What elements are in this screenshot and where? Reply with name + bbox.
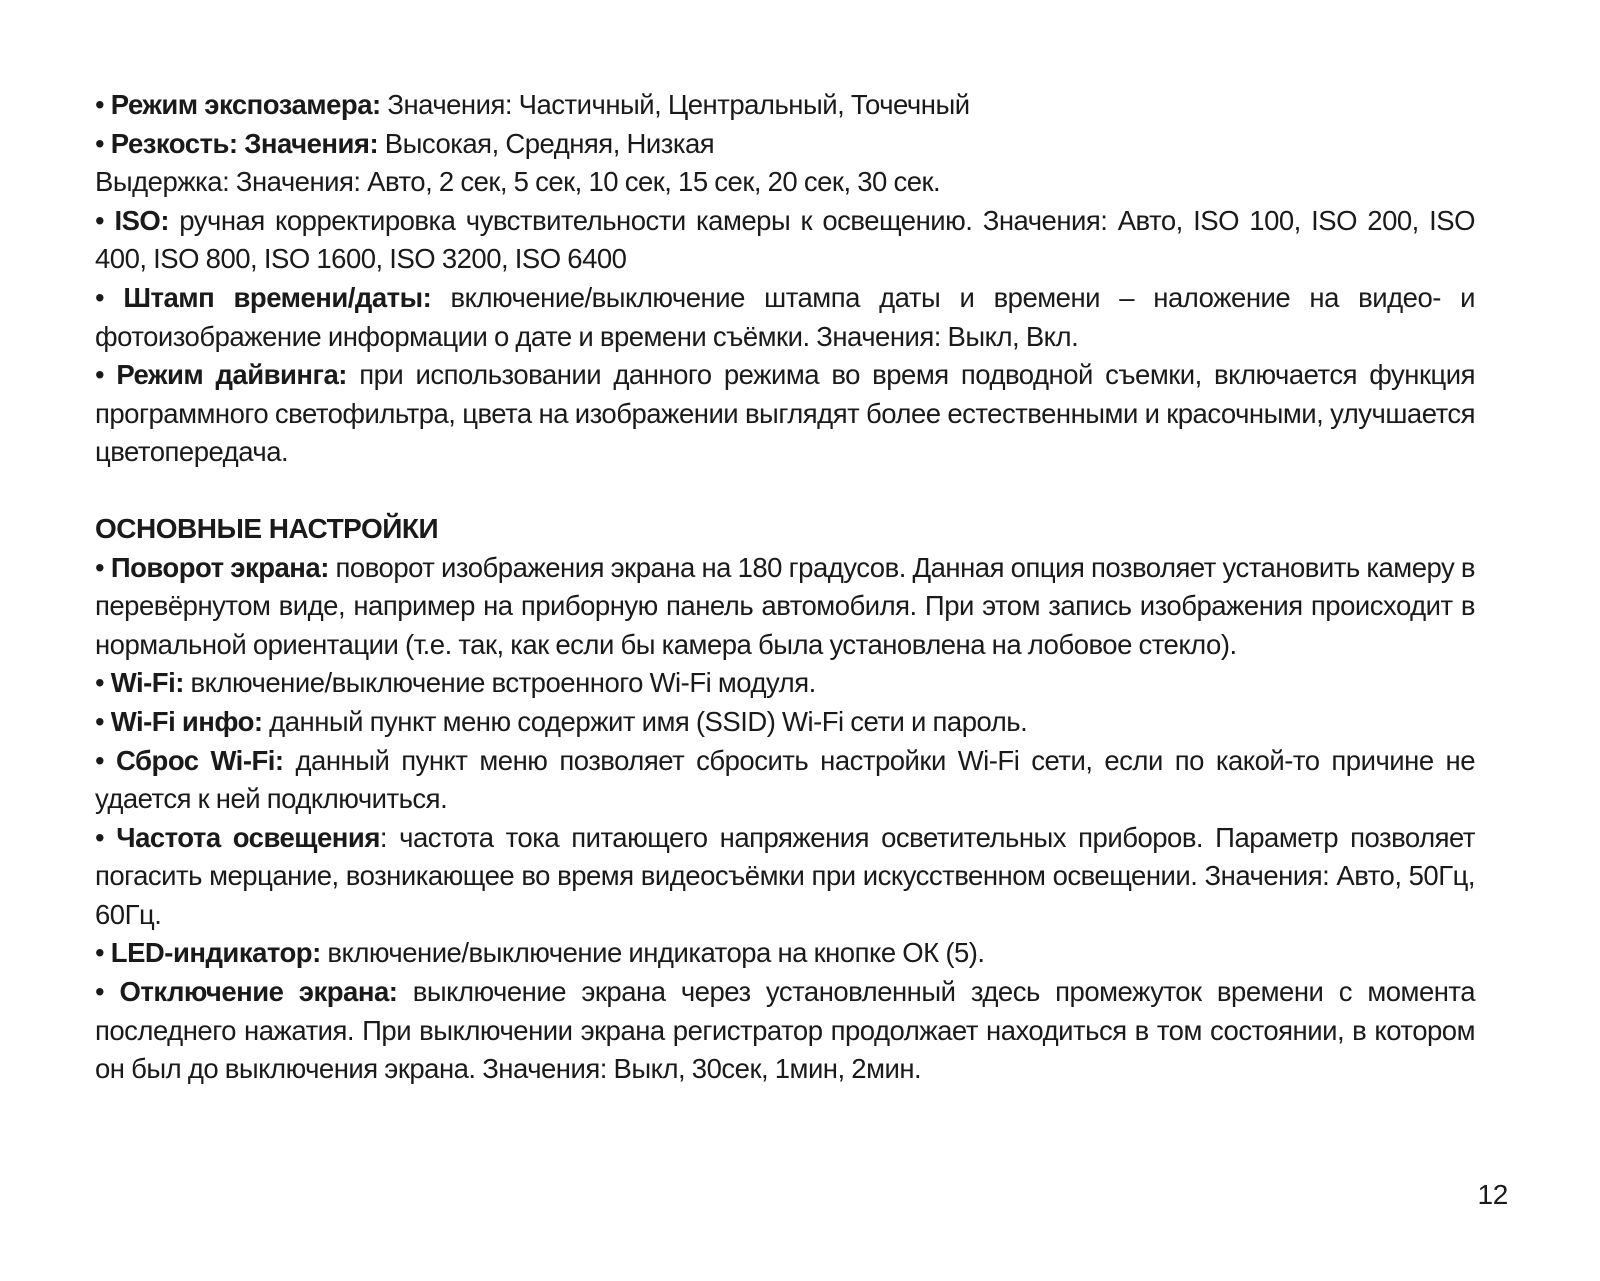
item-shutter-speed <box>95 163 1475 202</box>
item-term: Режим дайвинга: <box>116 359 347 391</box>
bullet: • <box>95 667 105 699</box>
item-term: Wi-Fi инфо: <box>110 705 263 737</box>
item-text: данный пункт меню содержит имя (SSID) Wi-Fi сети и пароль. <box>262 705 1028 737</box>
item-text: ручная корректировка чувствительности камеры к освещению. Значения: Авто, ISO 100, ISO 200, ISO 400, ISO 800, ISO 1600, ISO 3200, ISO 6400 <box>95 204 1475 275</box>
item-text: при использовании данного режима во время подводной съемки, включается функция программного светофильтра, цвета на изображении выглядят более естественными и красочными, улучшается цветопередача. <box>95 359 1475 468</box>
page-number: 12 <box>1477 1179 1508 1210</box>
item-term: Сброс Wi-Fi: <box>116 744 284 776</box>
item-text: поворот изображения экрана на 180 градусов. Данная опция позволяет установить камеру в перевёрнутом виде, например на приборную панель автомобиля. При этом запись изображения происходит в нормальной ориентации (т.е. так, как если бы камера была установлена на лобовое стекло). <box>95 551 1476 660</box>
bullet: • <box>95 127 105 159</box>
item-sharpness <box>95 125 1475 164</box>
bullet: • <box>95 281 105 313</box>
bullet: • <box>95 551 105 583</box>
item-text: Высокая, Средняя, Низкая <box>378 127 715 159</box>
item-term: Частота освещения <box>116 821 380 853</box>
item-text: данный пункт меню позволяет сбросить настройки Wi-Fi сети, если по какой-то причине не удается к ней подключиться. <box>95 744 1475 815</box>
item-screen-off <box>95 973 1475 1089</box>
item-text: выключение экрана через установленный здесь промежуток времени с момента последнего нажатия. При выключении экрана регистратор продолжает находиться в том состоянии, в котором он был до выключения экрана. Значения: Выкл, 30сек, 1мин, 2мин. <box>95 976 1476 1085</box>
bullet: • <box>95 89 105 120</box>
item-led-indicator <box>95 934 1475 973</box>
item-text: Выдержка: Значения: Авто, 2 сек, 5 сек, 10 сек, 15 сек, 20 сек, 30 сек. <box>95 166 941 198</box>
bullet: • <box>95 821 105 853</box>
bullet: • <box>95 976 105 1008</box>
bullet: • <box>95 744 105 776</box>
item-term: Резкость: Значения: <box>110 127 379 159</box>
bullet: • <box>95 937 105 969</box>
item-wifi-reset <box>95 742 1475 819</box>
item-wifi-info <box>95 703 1475 742</box>
item-term: LED-индикатор: <box>110 937 321 969</box>
item-diving-mode <box>95 356 1475 472</box>
item-term: Штамп времени/даты: <box>123 281 432 313</box>
item-text: Значения: Частичный, Центральный, Точечный <box>380 89 970 120</box>
item-text: включение/выключение встроенного Wi-Fi модуля. <box>183 667 816 699</box>
item-term: ISO: <box>114 204 169 236</box>
item-term: Отключение экрана: <box>119 976 398 1008</box>
item-text: : частота тока питающего напряжения осветительных приборов. Параметр позволяет погасить мерцание, возникающее во время видеосъёмки при искусственном освещении. Значения: Авто, 50Гц, 60Гц. <box>95 821 1475 930</box>
item-wifi <box>95 664 1475 703</box>
item-iso <box>95 202 1475 279</box>
bullet: • <box>95 204 105 236</box>
item-screen-rotation <box>95 549 1475 665</box>
item-date-stamp <box>95 279 1475 356</box>
manual-page-body <box>95 86 1475 1089</box>
section-title: ОСНОВНЫЕ НАСТРОЙКИ <box>95 512 439 544</box>
bullet: • <box>95 705 105 737</box>
item-term: Поворот экрана: <box>110 551 329 583</box>
item-light-frequency <box>95 819 1475 935</box>
item-exposure-mode <box>95 86 1475 125</box>
bullet: • <box>95 359 105 391</box>
item-text: включение/выключение индикатора на кнопке ОК (5). <box>320 937 985 969</box>
item-text: включение/выключение штампа даты и времени – наложение на видео- и фотоизображение информации о дате и времени съёмки. Значения: Выкл, Вкл. <box>95 281 1475 352</box>
item-term: Режим экспозамера: <box>110 89 381 120</box>
item-term: Wi-Fi: <box>110 667 184 699</box>
section-gap <box>95 472 1475 510</box>
